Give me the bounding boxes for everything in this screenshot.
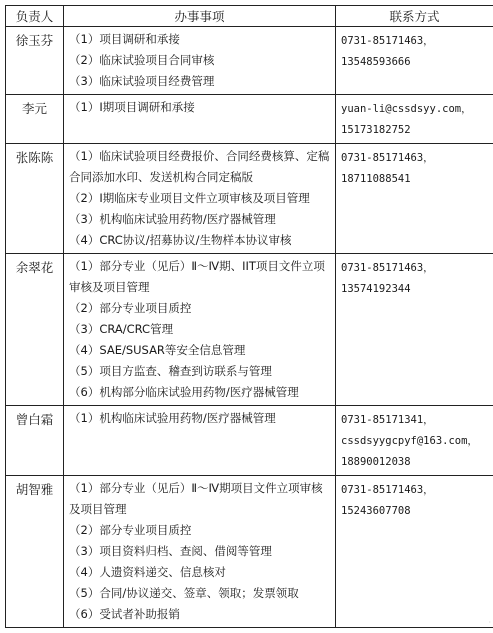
header-row xyxy=(6,6,493,27)
table-row xyxy=(6,144,493,254)
person-name: 曾白霜 xyxy=(6,406,64,476)
person-name: 余翠花 xyxy=(6,254,64,406)
person-name: 徐玉芬 xyxy=(6,27,64,95)
contact-line: 18890012038 xyxy=(341,456,411,468)
table-row xyxy=(6,476,493,628)
contact-line: yuan-li@cssdsyy.com， xyxy=(341,103,472,115)
header-person: 负责人 xyxy=(6,6,64,27)
duties-cell xyxy=(64,476,336,628)
contact-line: 0731-85171463， xyxy=(341,484,434,496)
duty-item: （3）机构临床试验用药物/医疗器械管理 xyxy=(69,212,276,226)
duty-item: （1）项目调研和承接 xyxy=(69,32,180,46)
duty-item: （1）部分专业（见后）Ⅱ～Ⅳ期项目文件立项审核及项目管理 xyxy=(69,481,323,516)
contact-cell xyxy=(336,144,493,254)
contact-line: 0731-85171463， xyxy=(341,262,434,274)
contact-line: 0731-85171463， xyxy=(341,35,434,47)
contact-cell xyxy=(336,95,493,144)
duties-cell xyxy=(64,406,336,476)
duties-cell xyxy=(64,95,336,144)
contact-cell xyxy=(336,406,493,476)
duty-item: （5）合同/协议递交、签章、领取；发票领取 xyxy=(69,586,299,600)
table-row xyxy=(6,95,493,144)
contact-line: 15243607708 xyxy=(341,505,411,517)
contact-line: 0731-85171463， xyxy=(341,152,434,164)
duty-item: （4）CRC协议/招募协议/生物样本协议审核 xyxy=(69,233,292,247)
contact-line: 13574192344 xyxy=(341,283,411,295)
contact-line: 0731-85171341， xyxy=(341,414,434,426)
contact-cell xyxy=(336,254,493,406)
contact-cell xyxy=(336,476,493,628)
duty-item: （5）项目方监查、稽查到访联系与管理 xyxy=(69,364,272,378)
contact-line: 15173182752 xyxy=(341,124,411,136)
contact-line: 13548593666 xyxy=(341,56,411,68)
contact-cell xyxy=(336,27,493,95)
corner-mark: · xyxy=(488,618,491,627)
duty-item: （6）受试者补助报销 xyxy=(69,607,180,621)
duty-item: （1）临床试验项目经费报价、合同经费核算、定稿合同添加水印、发送机构合同定稿版 xyxy=(69,149,330,184)
table-row xyxy=(6,406,493,476)
duty-item: （6）机构部分临床试验用药物/医疗器械管理 xyxy=(69,385,299,399)
header-duties: 办事事项 xyxy=(64,6,336,27)
duties-cell xyxy=(64,254,336,406)
contact-line: 18711088541 xyxy=(341,173,411,185)
person-name: 胡智雅 xyxy=(6,476,64,628)
duty-item: （1）机构临床试验用药物/医疗器械管理 xyxy=(69,411,276,425)
header-contact: 联系方式 xyxy=(336,6,493,27)
contact-line: cssdsyygcpyf@163.com， xyxy=(341,435,478,447)
duty-item: （2）部分专业项目质控 xyxy=(69,301,192,315)
duties-cell xyxy=(64,144,336,254)
table-row xyxy=(6,254,493,406)
duty-item: （1）Ⅰ期项目调研和承接 xyxy=(69,100,195,114)
duty-item: （3）项目资料归档、查阅、借阅等管理 xyxy=(69,544,272,558)
duty-item: （4）人遗资料递交、信息核对 xyxy=(69,565,226,579)
duty-item: （3）CRA/CRC管理 xyxy=(69,322,174,336)
duty-item: （2）Ⅰ期临床专业项目文件立项审核及项目管理 xyxy=(69,191,310,205)
duty-item: （2）临床试验项目合同审核 xyxy=(69,53,215,67)
contact-table xyxy=(5,5,493,628)
person-name: 李元 xyxy=(6,95,64,144)
duty-item: （4）SAE/SUSAR等安全信息管理 xyxy=(69,343,246,357)
table-row xyxy=(6,27,493,95)
duty-item: （3）临床试验项目经费管理 xyxy=(69,74,215,88)
duty-item: （1）部分专业（见后）Ⅱ～Ⅳ期、IIT项目文件立项审核及项目管理 xyxy=(69,259,325,294)
duty-item: （2）部分专业项目质控 xyxy=(69,523,192,537)
duties-cell xyxy=(64,27,336,95)
person-name: 张陈陈 xyxy=(6,144,64,254)
